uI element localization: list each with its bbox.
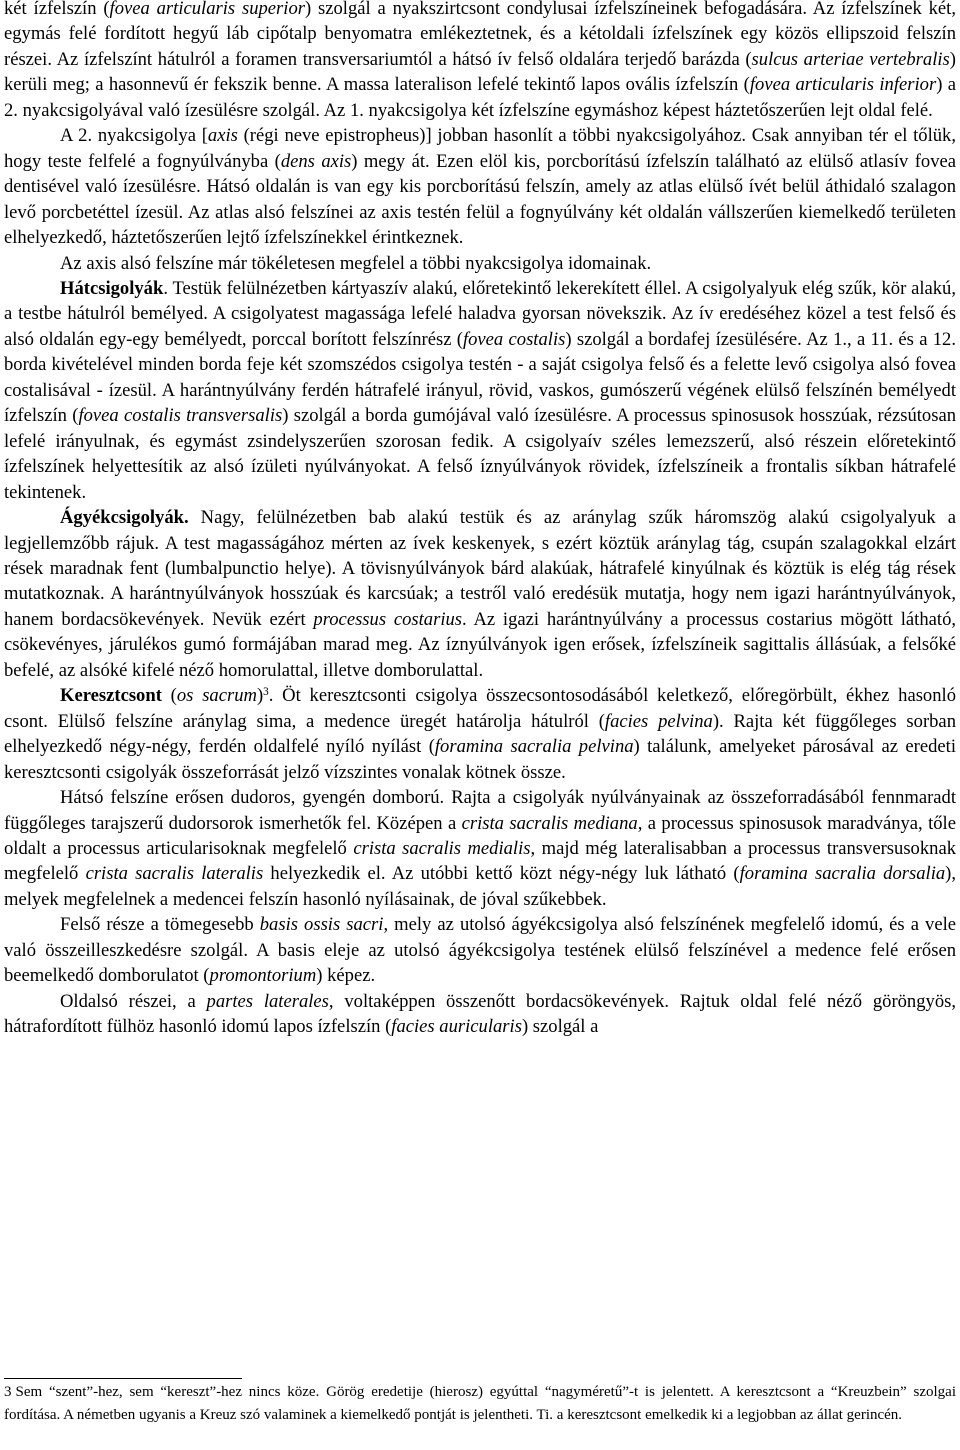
latin-term: crista sacralis mediana — [461, 812, 638, 834]
latin-term: foramina sacralia pelvina — [434, 736, 634, 758]
text-run: Felső része a tömegesebb — [60, 914, 260, 936]
paragraph-axis — [4, 123, 956, 250]
text-run: ) kerüli meg; a hasonnevű ér fekszik benne. A massa lateralison lefelé tekintő lapos ovális ízfelszín ( — [4, 48, 956, 96]
text-run: ) megy át. Ezen elöl kis, porcborítású ízfelszín található az elülső atlasív fovea dentisével való ízesülésre. Hátsó oldalán is van egy kis porcborítású felszín, amely az atlas elülső ívét belül áthidaló szalagon levő porcbetéttel ízesül. Az atlas alsó felszínei az axis testén felül a fognyúlvány két oldalán vállszerűen kiemelkedő területen elhelyezkedő, háztetőszerűen lejtő ízfelszínekkel érintkeznek. — [4, 150, 956, 249]
section-heading: Keresztcsont — [60, 685, 162, 707]
text-run: , voltaképpen összenőtt bordacsökevények. Rajtuk oldal felé néző göröngyös, hátrafordított fülhöz hasonló idomú lapos ízfelszín ( — [4, 990, 957, 1038]
latin-term: partes laterales — [206, 990, 329, 1012]
document-body — [4, 0, 956, 1040]
paragraph-sacrum-lateral-parts — [4, 989, 956, 1040]
text-run: ) szolgál a nyakszirtcsont condylusai ízfelszíneinek befogadására. Az ízfelszínek két, egymás felé fordított hegyű láb cipőtalp benyomatra emlékeztetnek, és a kétoldali ízfelszínek egy közös ellipszoid felszín részei. Az ízfelszínt hátulról a foramen transversariumtól a hátsó ív felső oldalára terjedő barázda ( — [4, 0, 956, 70]
latin-term: crista sacralis lateralis — [85, 863, 264, 885]
text-run: ) szolgál a bordafej ízesülésére. Az 1., a 11. és a 12. borda kivételével minden borda feje két szomszédos csigolya testén - a saját csigolya felső és a felette levő csigolya alsó fovea costalisával - ízesül. A harántnyúlvány ferdén hátrafelé irányul, rövid, vaskos, gumószerű végének elülső felszínén bemélyedt ízfelszín ( — [4, 328, 957, 427]
text-run: , majd még lateralisabban a processus transversusoknak megfelelő — [4, 837, 956, 885]
latin-term: fovea costalis — [462, 328, 566, 350]
latin-term: os sacrum — [176, 685, 257, 707]
footnote-number: 3 — [4, 1384, 12, 1400]
latin-term: foramina sacralia dorsalia — [739, 863, 946, 885]
text-run: Nagy, felülnézetben bab alakú testük és az aránylag szűk háromszög alakú csigolyalyuk a legjellemzőbb rájuk. A test magasságához mérten az ívek keskenyek, s ezért köztük aránylag tág, csupán szalagokkal elzárt rések maradnak fent (lumbalpunctio helye). A tövisnyúlványok bárd alakúak, hátrafelé kinyúlnak és köztük is elég tág rések mutatkoznak. A harántnyúlványok hosszúak és karcsúak; a testről való eredésük mutatja, hogy nem igazi harántnyúlványok, hanem bordacsökevények. Nevük ezért — [4, 507, 956, 630]
latin-term: facies auricularis — [391, 1016, 522, 1038]
text-run: , a processus spinosusok maradványa, tőle oldalt a processus articularisoknak megfelelő — [4, 812, 956, 859]
latin-term: fovea articularis superior — [109, 0, 305, 19]
latin-term: basis ossis sacri — [259, 914, 384, 936]
footnote-separator — [4, 1378, 242, 1379]
latin-term: promontorium — [209, 965, 317, 987]
paragraph-axis-lower-surface — [4, 251, 956, 276]
text-run: ), melyek megfelelnek a medencei felszín hasonló nyílásainak, de jóval szűkebbek. — [4, 863, 956, 910]
latin-term: facies pelvina — [604, 710, 713, 732]
latin-term: sulcus arteriae vertebralis — [751, 48, 950, 70]
latin-term: processus costarius — [313, 608, 463, 630]
paragraph-sacrum-dorsal-surface — [4, 785, 956, 912]
text-run: ) szolgál a — [521, 1016, 599, 1038]
latin-term: crista sacralis medialis — [353, 837, 531, 859]
text-run: ( — [161, 685, 177, 707]
paragraph-thoracic-vertebrae — [4, 276, 956, 505]
text-run: ) képez. — [316, 965, 376, 987]
text-run: két ízfelszín ( — [4, 0, 110, 19]
text-run: ) szolgál a borda gumójával való ízesülésre. A processus spinosusok hosszúak, rézsútosan lefelé irányulnak, és egymást zsindelyszerűen szorosan fedik. A csigolyaív széles lemezszerű, alsó részein előretekintő ízfelszínek helyettesítik az alsó ízületi nyúlványokat. A felső íznyúlványok rövidek, ízfelszíneik a frontalis síkban hátrafelé tekintenek. — [4, 405, 956, 503]
latin-term: fovea costalis transversalis — [78, 405, 283, 427]
footnote-text: Sem “szent”-hez, sem “kereszt”-hez nincs köze. Görög eredetije (hierosz) egyúttal “nagyméretű”-t is jelentett. A keresztcsont a “Kreuzbein” szolgai fordítása. A németben ugyanis a Kreuz szó valaminek a kiemelkedő pontját is jelentheti. Ti. a keresztcsont emelkedik ki a legjobban az állat gerincén. — [4, 1384, 956, 1423]
text-run: Az axis alsó felszíne már tökéletesen megfelel a többi nyakcsigolya idomainak. — [60, 252, 652, 274]
text-run: ). Rajta két függőleges sorban elhelyezkedő négy-négy, ferdén oldalfelé nyíló nyílást ( — [4, 710, 956, 758]
text-run: Oldalsó részei, a — [60, 990, 207, 1012]
latin-term: fovea articularis inferior — [749, 74, 937, 96]
latin-term: axis — [207, 125, 238, 147]
latin-term: dens axis — [280, 150, 352, 172]
text-run: . Az igazi harántnyúlvány a processus costarius mögött látható, csökevényes, járulékos gumó formájában marad meg. Az íznyúlványok igen erősek, ízfelszíneik sagittalis állásúak, a felsőké befelé, az alsóké kifelé néző homorulattal, illetve domborulattal. — [4, 608, 957, 681]
text-run: ) a 2. nyakcsigolyával való ízesülésre szolgál. Az 1. nyakcsigolya két ízfelszíne egymáshoz képest háztetőszerűen lejt oldal felé. — [4, 74, 956, 121]
text-run: ) találunk, amelyeket párosával az eredeti keresztcsonti csigolyák összeforrását jelző vízszintes vonalak kötnek össze. — [4, 736, 956, 783]
section-heading: Ágyékcsigolyák. — [60, 507, 189, 529]
text-run: Hátsó felszíne erősen dudoros, gyengén domború. Rajta a csigolyák nyúlványainak az összeforradásából fennmaradt függőleges tarajszerű dudorsorok ismerhetők fel. Középen a — [4, 787, 956, 834]
text-run: ) — [256, 685, 264, 707]
text-run: (régi neve epistropheus)] jobban hasonlít a többi nyakcsigolyához. Csak annyiban tér el tőlük, hogy teste felfelé a fognyúlványba ( — [4, 125, 956, 172]
text-run: . Öt keresztcsonti csigolya összecsontosodásából keletkező, előregörbült, ékhez hasonló csont. Elülső felszíne aránylag sima, a medence üregét határolja hátulról ( — [4, 685, 956, 732]
footnote — [4, 1381, 956, 1426]
text-run: , mely az utolsó ágyékcsigolya alsó felszínének megfelelő idomú, és a vele való összeilleszkedésre szolgál. A basis eleje az utolsó ágyékcsigolya testének elülső felszínével a medence felé erősen beemelkedő domborulatot ( — [4, 914, 956, 987]
text-run: . Testük felülnézetben kártyaszív alakú, előretekintő lekerekített éllel. A csigolyalyuk elég szűk, kör alakú, a testbe hátulról bemélyed. A csigolyatest magassága lefelé haladva gyorsan növekszik. Az ív eredéséhez közel a test felső és alsó oldalán egy-egy bemélyedt, porccal borított felszínrész ( — [4, 277, 956, 350]
text-run: A 2. nyakcsigolya [ — [60, 125, 208, 147]
paragraph-sacrum-base — [4, 912, 956, 988]
text-run: helyezkedik el. Az utóbbi kettő közt négy-négy luk látható ( — [263, 863, 740, 885]
footnote-ref: 3 — [263, 686, 269, 699]
section-heading: Hátcsigolyák — [60, 277, 164, 299]
paragraph-lumbar-vertebrae — [4, 505, 956, 683]
paragraph-atlas-facets — [4, 0, 956, 123]
paragraph-sacrum — [4, 683, 956, 785]
